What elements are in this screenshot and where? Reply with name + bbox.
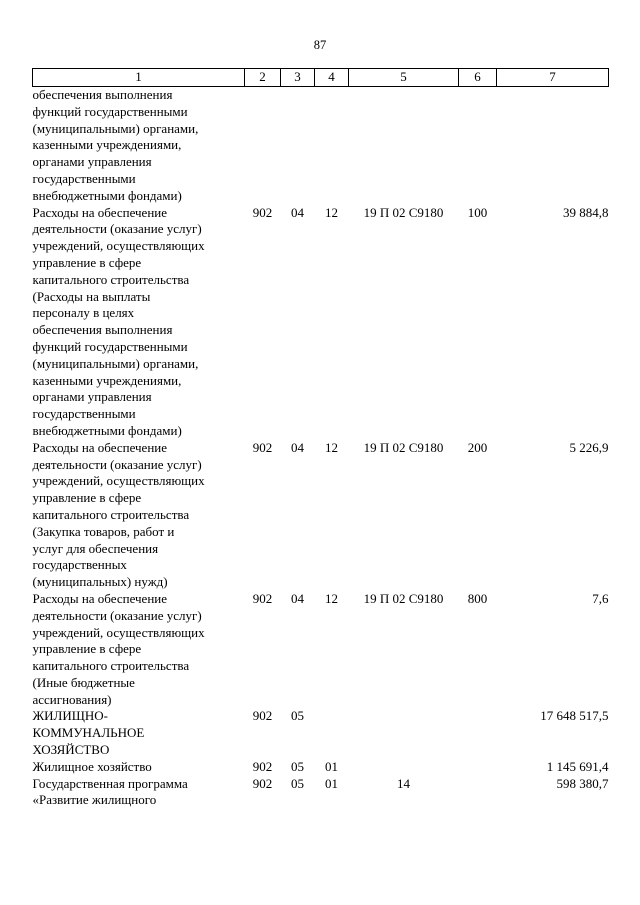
row-name-line: Государственная программа xyxy=(32,775,188,791)
row-name-line: (Закупка товаров, работ и xyxy=(32,523,175,539)
column-header: 6 xyxy=(459,69,497,87)
row-name-line: Расходы на обеспечение xyxy=(32,204,168,220)
table-row xyxy=(33,205,609,440)
section-code: 04 xyxy=(291,590,304,606)
subsection-code: 12 xyxy=(325,590,338,606)
row-name-line: услуг для обеспечения xyxy=(32,540,159,556)
row-name-line: учреждений, осуществляющих xyxy=(32,238,205,254)
subsection-code xyxy=(315,87,349,205)
row-name-line: органами управления xyxy=(32,154,152,170)
section-code: 05 xyxy=(291,758,304,774)
row-name-line: государственных xyxy=(32,557,127,573)
row-name-line: «Развитие жилищного xyxy=(32,792,157,808)
table-row xyxy=(33,87,609,205)
target-article-code: 19 П 02 С9180 xyxy=(363,204,444,220)
row-name-line: органами управления xyxy=(32,389,152,405)
subsection-code: 12 xyxy=(325,204,338,220)
row-name-line: ассигнования) xyxy=(32,691,112,707)
budget-table xyxy=(32,68,609,809)
row-name-line: казенными учреждениями, xyxy=(32,137,182,153)
row-name-line: казенными учреждениями, xyxy=(32,372,182,388)
table-row xyxy=(33,440,609,591)
row-name-line: КОММУНАЛЬНОЕ xyxy=(32,725,145,741)
row-name-line: деятельности (оказание услуг) xyxy=(32,607,202,623)
column-header: 3 xyxy=(281,69,315,87)
target-article-code: 19 П 02 С9180 xyxy=(363,590,444,606)
row-name xyxy=(33,708,245,758)
row-name xyxy=(33,776,245,810)
table-header-row xyxy=(33,69,609,87)
expense-type-code xyxy=(459,759,497,776)
ministry-code: 902 xyxy=(252,775,273,791)
row-name-line: функций государственными xyxy=(32,338,188,354)
amount-value: 17 648 517,5 xyxy=(540,708,609,724)
section-code: 05 xyxy=(291,775,304,791)
row-name-line: Жилищное хозяйство xyxy=(32,758,152,774)
amount-value: 7,6 xyxy=(592,590,609,606)
row-name-line: управление в сфере xyxy=(32,254,142,270)
row-name-line: ХОЗЯЙСТВО xyxy=(32,742,110,758)
amount-value: 39 884,8 xyxy=(563,204,609,220)
expense-type-code xyxy=(459,776,497,810)
target-article-code: 14 xyxy=(397,775,410,791)
row-name xyxy=(33,87,245,205)
row-name-line: внебюджетными фондами) xyxy=(32,187,182,203)
column-header: 4 xyxy=(315,69,349,87)
row-name-line: функций государственными xyxy=(32,103,188,119)
column-header: 1 xyxy=(33,69,245,87)
subsection-code: 12 xyxy=(325,439,338,455)
row-name xyxy=(33,440,245,591)
expense-type-code xyxy=(459,708,497,758)
row-name xyxy=(33,205,245,440)
row-name-line: внебюджетными фондами) xyxy=(32,422,182,438)
expense-type-code: 800 xyxy=(467,590,488,606)
table-row xyxy=(33,708,609,758)
table-row xyxy=(33,759,609,776)
row-name-line: обеспечения выполнения xyxy=(32,87,173,102)
table-row xyxy=(33,776,609,810)
row-name-line: учреждений, осуществляющих xyxy=(32,473,205,489)
row-name xyxy=(33,759,245,776)
row-name-line: (Иные бюджетные xyxy=(32,674,135,690)
row-name-line: Расходы на обеспечение xyxy=(32,439,168,455)
ministry-code: 902 xyxy=(252,758,273,774)
section-code xyxy=(281,87,315,205)
column-header: 2 xyxy=(245,69,281,87)
ministry-code: 902 xyxy=(252,439,273,455)
row-name-line: деятельности (оказание услуг) xyxy=(32,456,202,472)
target-article-code xyxy=(349,87,459,205)
subsection-code: 01 xyxy=(325,758,338,774)
expense-type-code: 100 xyxy=(467,204,488,220)
amount-value xyxy=(497,87,609,205)
row-name-line: (муниципальными) органами, xyxy=(32,355,199,371)
row-name-line: капитального строительства xyxy=(32,271,190,287)
section-code: 05 xyxy=(291,708,304,724)
target-article-code xyxy=(349,708,459,758)
row-name-line: Расходы на обеспечение xyxy=(32,590,168,606)
subsection-code xyxy=(315,708,349,758)
row-name-line: (Расходы на выплаты xyxy=(32,288,151,304)
row-name-line: государственными xyxy=(32,170,136,186)
column-header: 7 xyxy=(497,69,609,87)
row-name-line: капитального строительства xyxy=(32,658,190,674)
row-name-line: управление в сфере xyxy=(32,641,142,657)
amount-value: 598 380,7 xyxy=(556,775,609,791)
row-name-line: (муниципальных) нужд) xyxy=(32,574,168,590)
row-name-line: учреждений, осуществляющих xyxy=(32,624,205,640)
expense-type-code xyxy=(459,87,497,205)
row-name-line: ЖИЛИЩНО- xyxy=(32,708,108,724)
amount-value: 1 145 691,4 xyxy=(546,758,609,774)
column-header: 5 xyxy=(349,69,459,87)
ministry-code: 902 xyxy=(252,590,273,606)
row-name-line: обеспечения выполнения xyxy=(32,322,173,338)
target-article-code xyxy=(349,759,459,776)
section-code: 04 xyxy=(291,204,304,220)
row-name-line: управление в сфере xyxy=(32,490,142,506)
amount-value: 5 226,9 xyxy=(569,439,609,455)
ministry-code: 902 xyxy=(252,708,273,724)
row-name-line: капитального строительства xyxy=(32,506,190,522)
row-name xyxy=(33,591,245,709)
table-body xyxy=(33,87,609,810)
table-row xyxy=(33,591,609,709)
subsection-code: 01 xyxy=(325,775,338,791)
ministry-code: 902 xyxy=(252,204,273,220)
row-name-line: государственными xyxy=(32,406,136,422)
page-number: 87 xyxy=(313,38,327,52)
row-name-line: (муниципальными) органами, xyxy=(32,120,199,136)
row-name-line: персоналу в целях xyxy=(32,305,135,321)
ministry-code xyxy=(245,87,281,205)
row-name-line: деятельности (оказание услуг) xyxy=(32,221,202,237)
expense-type-code: 200 xyxy=(467,439,488,455)
target-article-code: 19 П 02 С9180 xyxy=(363,439,444,455)
section-code: 04 xyxy=(291,439,304,455)
